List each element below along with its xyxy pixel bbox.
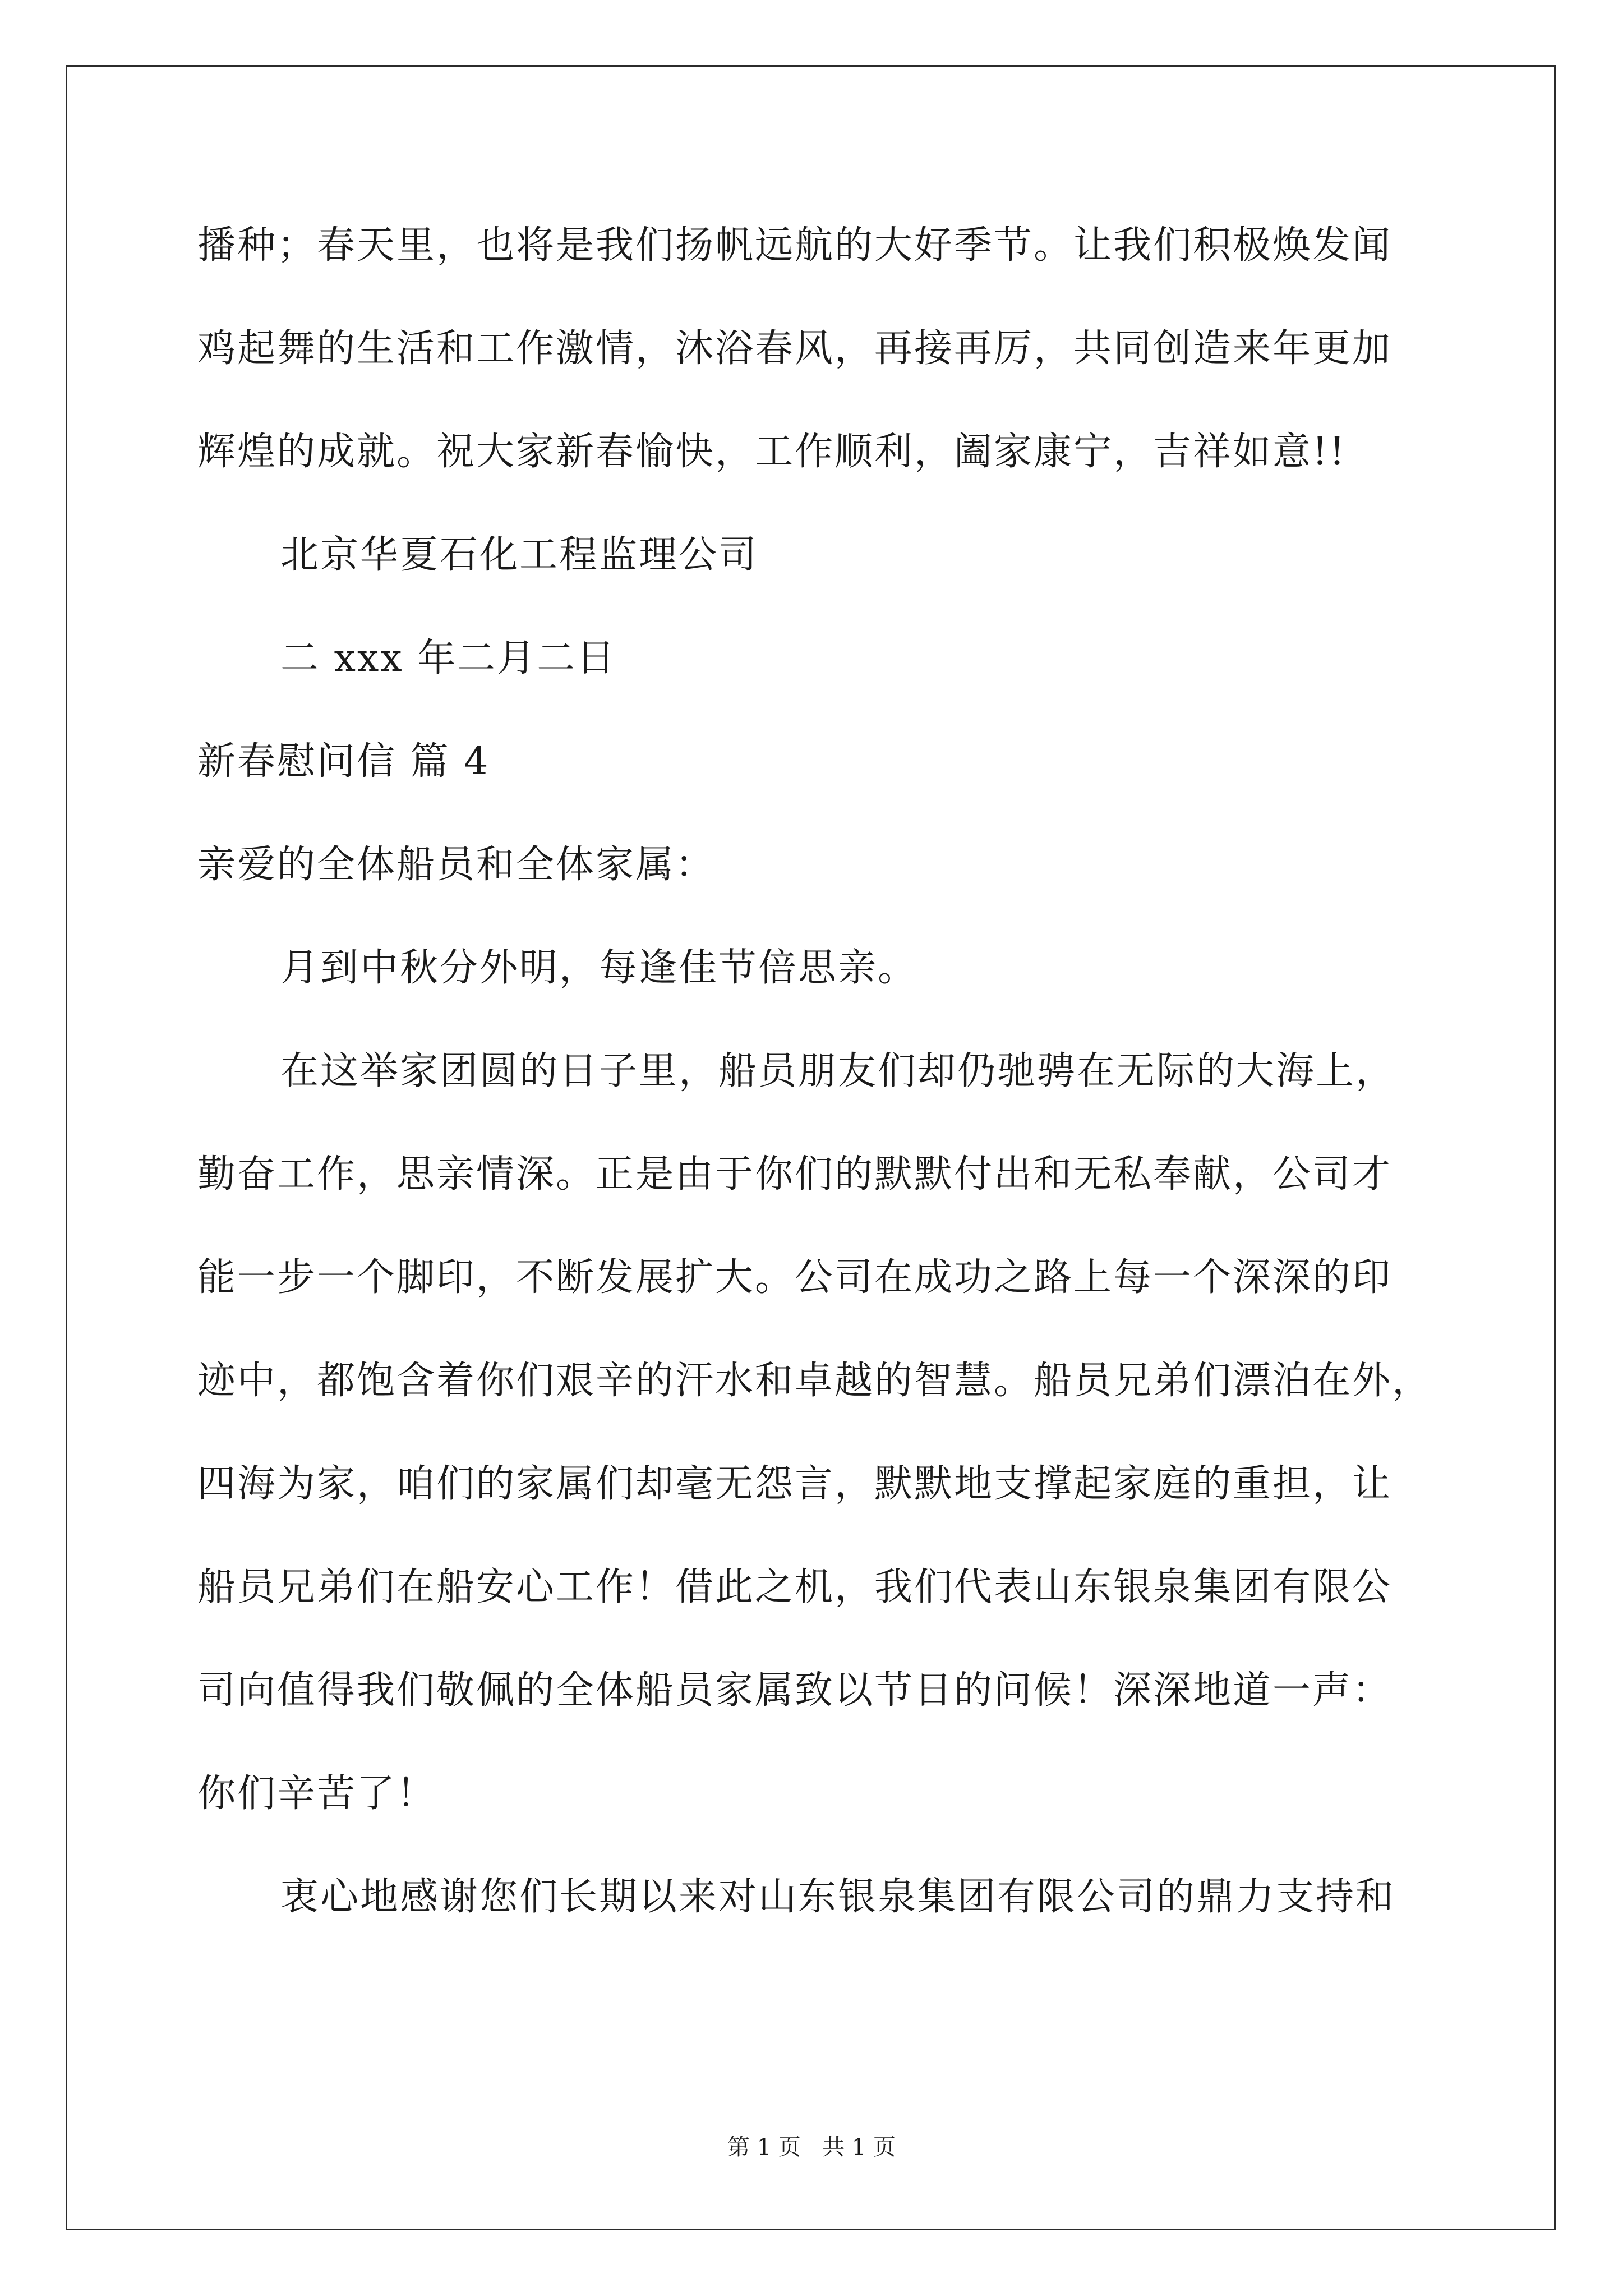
salutation: 亲爱的全体船员和全体家属： [197, 843, 716, 887]
body-text-line: 迹中，都饱含着你们艰辛的汗水和卓越的智慧。船员兄弟们漂泊在外， [197, 1359, 1432, 1403]
body-text-line: 鸡起舞的生活和工作激情，沐浴春风，再接再厉，共同创造来年更加 [197, 326, 1393, 371]
page-number-footer: 第 1 页 共 1 页 [727, 2134, 896, 2160]
body-text-line: 勤奋工作，思亲情深。正是由于你们的默默付出和无私奉献，公司才 [197, 1152, 1393, 1197]
body-text-line: 播种；春天里，也将是我们扬帆远航的大好季节。让我们积极焕发闻 [197, 223, 1393, 268]
body-text-line: 月到中秋分外明，每逢佳节倍思亲。 [280, 946, 918, 990]
body-text-line: 司向值得我们敬佩的全体船员家属致以节日的问候！深深地道一声： [197, 1668, 1393, 1713]
body-text-line: 船员兄弟们在船安心工作！借此之机，我们代表山东银泉集团有限公 [197, 1565, 1393, 1609]
signature-date: 二 xxx 年二月二日 [280, 636, 617, 680]
section-heading: 新春慰问信 篇 4 [197, 739, 490, 784]
body-text-line: 你们辛苦了！ [197, 1772, 437, 1816]
body-text-line: 四海为家，咱们的家属们却毫无怨言，默默地支撑起家庭的重担，让 [197, 1462, 1393, 1506]
body-text-line: 能一步一个脚印，不断发展扩大。公司在成功之路上每一个深深的印 [197, 1255, 1393, 1300]
signature-company: 北京华夏石化工程监理公司 [280, 533, 759, 577]
body-text-line: 在这举家团圆的日子里，船员朋友们却仍驰骋在无际的大海上， [280, 1049, 1396, 1093]
body-text-line: 辉煌的成就。祝大家新春愉快，工作顺利，阖家康宁，吉祥如意!! [197, 430, 1347, 474]
document-body [197, 213, 1476, 1968]
body-text-line: 衷心地感谢您们长期以来对山东银泉集团有限公司的鼎力支持和 [280, 1875, 1396, 1919]
